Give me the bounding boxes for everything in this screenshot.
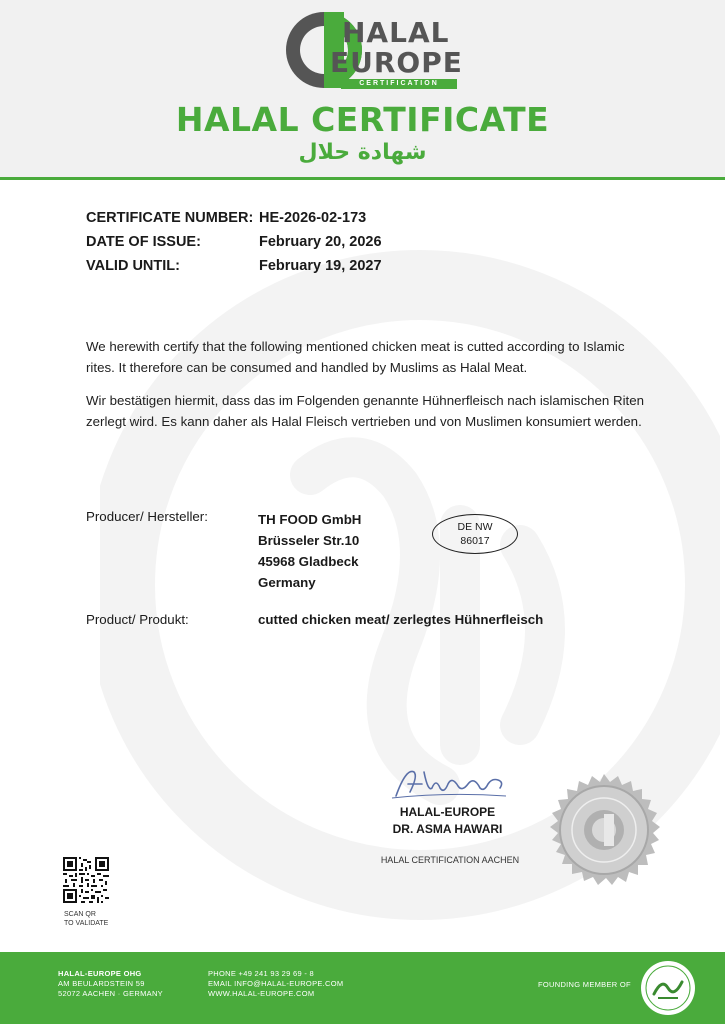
valid-until-value: February 19, 2027 — [259, 258, 382, 274]
footer-website[interactable]: WWW.HALAL-EUROPE.COM — [208, 989, 315, 998]
footer-company: HALAL-EUROPE OHG — [58, 969, 142, 978]
footer-phone: PHONE +49 241 93 29 69 - 8 — [208, 969, 314, 978]
qr-caption-line2: TO VALIDATE — [64, 920, 109, 927]
footer-contact — [208, 969, 343, 999]
footer — [0, 952, 725, 1024]
footer-street: AM BEULARDSTEIN 59 — [58, 979, 145, 988]
footer-email[interactable]: EMAIL INFO@HALAL-EUROPE.COM — [208, 979, 344, 988]
producer-country: Germany — [258, 575, 316, 590]
issue-date-row — [86, 230, 382, 254]
producer-label: Producer/ Hersteller: — [86, 509, 208, 524]
signatory-name: DR. ASMA HAWARI — [392, 822, 503, 836]
certification-text-english: We herewith certify that the following mentioned chicken meat is cutted according to Islamic rites. It therefore can be consumed and handled by Muslims as Halal Meat. — [86, 339, 625, 375]
signature-icon — [388, 762, 513, 802]
certificate-title-arabic: شهادة حلال — [298, 140, 427, 165]
producer-city: 45968 Gladbeck — [258, 554, 359, 569]
approval-number-stamp — [432, 514, 518, 554]
qr-caption-line1: SCAN QR — [64, 911, 96, 918]
certificate-number-row — [86, 206, 382, 230]
footer-address — [58, 969, 163, 999]
certificate-header — [0, 0, 725, 180]
certificate-title: HALAL CERTIFICATE — [175, 100, 550, 139]
footer-founding-member: FOUNDING MEMBER OF — [538, 980, 631, 989]
logo-wordmark-halal: HALAL — [342, 16, 450, 49]
world-halal-council-logo-icon — [638, 958, 698, 1018]
producer-street: Brüsseler Str.10 — [258, 533, 360, 548]
producer-name: TH FOOD GmbH — [258, 512, 362, 527]
stamp-number: 86017 — [460, 535, 490, 547]
qr-caption — [64, 910, 108, 928]
signatory-location: HALAL CERTIFICATION AACHEN — [380, 855, 520, 865]
stamp-region: DE NW — [457, 521, 493, 533]
certification-text-german: Wir bestätigen hiermit, dass das im Folgenden genannte Hühnerfleisch nach islamischen Riten zerlegt wird. Es kann daher als Halal Fleisch vertrieben und von Muslimen konsumiert werden. — [86, 393, 645, 429]
producer-address — [258, 509, 361, 593]
valid-until-row — [86, 254, 382, 278]
product-label: Product/ Produkt: — [86, 612, 189, 627]
issue-date-value: February 20, 2026 — [259, 234, 382, 250]
certificate-number-value: HE-2026-02-173 — [259, 210, 367, 226]
qr-code-icon — [63, 857, 109, 903]
issue-date-label: DATE OF ISSUE: — [86, 234, 201, 250]
certificate-meta — [86, 206, 382, 278]
logo-wordmark-certification: CERTIFICATION — [341, 79, 457, 89]
logo-wordmark-europe: EUROPE — [330, 46, 463, 79]
silver-seal-icon — [546, 772, 662, 888]
footer-city: 52072 AACHEN · GERMANY — [58, 989, 163, 998]
product-value: cutted chicken meat/ zerlegtes Hühnerfleisch — [258, 612, 544, 627]
signatory-organization: HALAL-EUROPE — [399, 805, 496, 819]
certificate-number-label: CERTIFICATE NUMBER: — [86, 210, 254, 226]
valid-until-label: VALID UNTIL: — [86, 258, 180, 274]
